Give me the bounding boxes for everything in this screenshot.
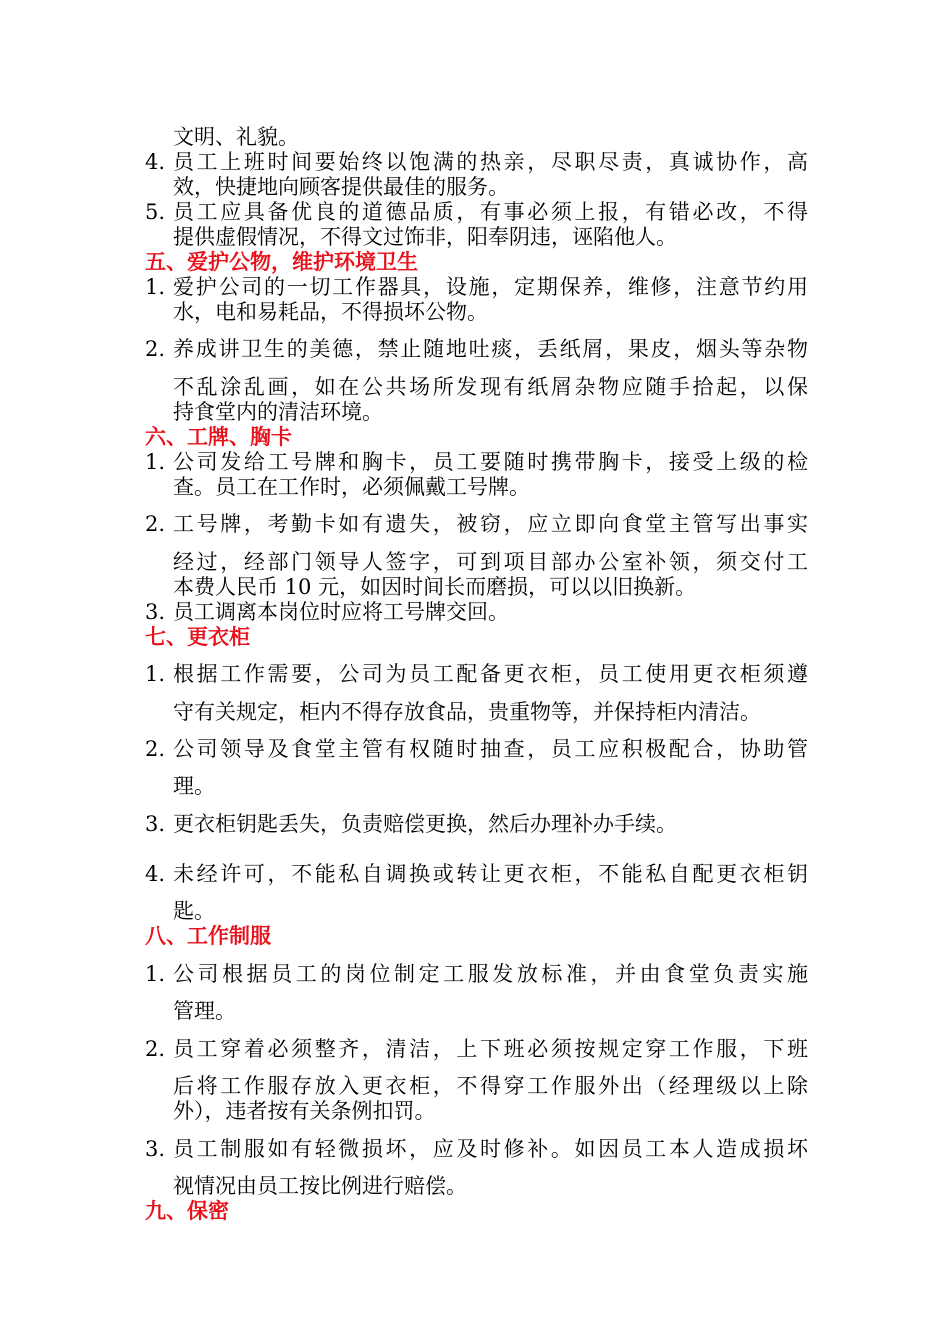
list-item-line: 经过，经部门领导人签字，可到项目部办公室补领，须交付工: [173, 550, 808, 574]
list-item-line: 守有关规定，柜内不得存放食品，贵重物等，并保持柜内清洁。: [173, 700, 761, 724]
list-item-line: 视情况由员工按比例进行赔偿。: [173, 1174, 467, 1198]
list-item-line: 公司根据员工的岗位制定工服发放标准，并由食堂负责实施: [173, 962, 808, 986]
list-number: 4.: [145, 150, 166, 174]
list-item-line: 公司发给工号牌和胸卡，员工要随时携带胸卡，接受上级的检: [173, 450, 808, 474]
list-item-line: 员工穿着必须整齐，清洁，上下班必须按规定穿工作服，下班: [173, 1037, 808, 1061]
list-item-line: 工号牌，考勤卡如有遗失，被窃，应立即向食堂主管写出事实: [173, 512, 808, 536]
list-number: 2.: [145, 512, 166, 536]
list-item-line: 水，电和易耗品，不得损坏公物。: [173, 300, 488, 324]
list-number: 2.: [145, 737, 166, 761]
list-item-line: 管理。: [173, 999, 236, 1023]
list-item-line: 持食堂内的清洁环境。: [173, 400, 383, 424]
list-item-line: 根据工作需要，公司为员工配备更衣柜，员工使用更衣柜须遵: [173, 662, 808, 686]
list-item-line: 理。: [173, 774, 215, 798]
section-heading: 七、更衣柜: [145, 624, 250, 649]
list-item-line: 公司领导及食堂主管有权随时抽查，员工应积极配合，协助管: [173, 737, 808, 761]
list-number: 3.: [145, 600, 166, 624]
list-item-line: 养成讲卫生的美德，禁止随地吐痰，丢纸屑，果皮，烟头等杂物: [173, 337, 808, 361]
list-number: 3.: [145, 812, 166, 836]
list-number: 2.: [145, 1037, 166, 1061]
paragraph-fragment: 文明、礼貌。: [173, 125, 299, 149]
list-number: 1.: [145, 275, 166, 299]
list-number: 5.: [145, 200, 166, 224]
list-item-line: 外），违者按有关条例扣罚。: [173, 1099, 436, 1123]
list-item-line: 本费人民币 10 元，如因时间长而磨损，可以以旧换新。: [173, 575, 697, 599]
section-heading: 九、保密: [145, 1198, 229, 1223]
list-item-line: 匙。: [173, 899, 215, 923]
list-item-line: 不乱涂乱画，如在公共场所发现有纸屑杂物应随手拾起，以保: [173, 375, 808, 399]
list-item-line: 员工上班时间要始终以饱满的热亲，尽职尽责，真诚协作，高: [173, 150, 808, 174]
list-item-line: 效，快捷地向顾客提供最佳的服务。: [173, 175, 509, 199]
list-item-line: 员工应具备优良的道德品质，有事必须上报，有错必改，不得: [173, 200, 808, 224]
section-heading: 八、工作制服: [145, 923, 271, 948]
section-heading: 五、爱护公物，维护环境卫生: [145, 249, 418, 274]
section-heading: 六、工牌、胸卡: [145, 424, 292, 449]
list-item-line: 未经许可，不能私自调换或转让更衣柜，不能私自配更衣柜钥: [173, 862, 808, 886]
list-number: 1.: [145, 662, 166, 686]
list-number: 1.: [145, 450, 166, 474]
list-number: 1.: [145, 962, 166, 986]
list-item-line: 提供虚假情况，不得文过饰非，阳奉阴违，诬陷他人。: [173, 225, 677, 249]
list-number: 2.: [145, 337, 166, 361]
list-item-line: 员工制服如有轻微损坏，应及时修补。如因员工本人造成损坏: [173, 1137, 808, 1161]
list-number: 4.: [145, 862, 166, 886]
list-item-line: 更衣柜钥匙丢失，负责赔偿更换，然后办理补办手续。: [173, 812, 677, 836]
list-item-line: 查。员工在工作时，必须佩戴工号牌。: [173, 475, 530, 499]
list-item-line: 员工调离本岗位时应将工号牌交回。: [173, 600, 509, 624]
list-item-line: 后将工作服存放入更衣柜，不得穿工作服外出（经理级以上除: [173, 1074, 808, 1098]
list-item-line: 爱护公司的一切工作器具，设施，定期保养，维修，注意节约用: [173, 275, 808, 299]
list-number: 3.: [145, 1137, 166, 1161]
